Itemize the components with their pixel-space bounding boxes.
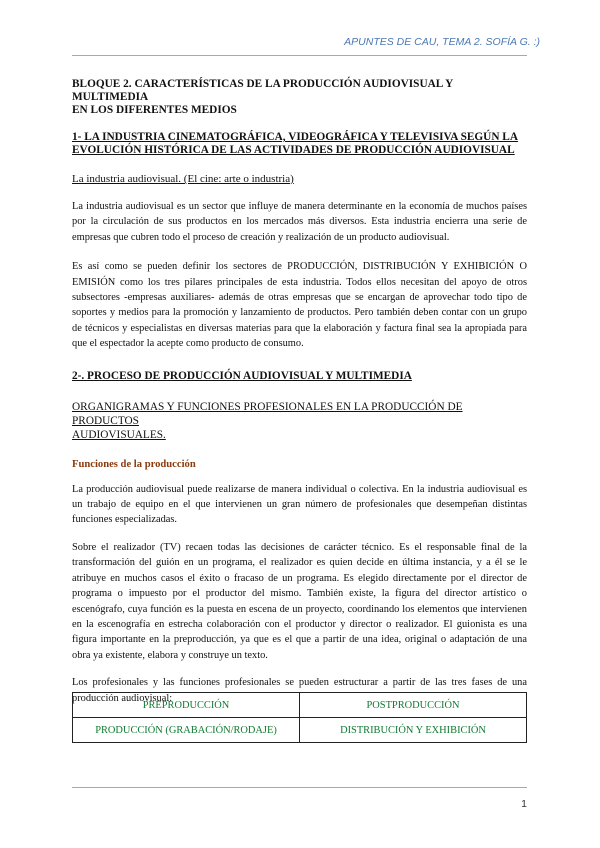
- phase-cell-produccion: PRODUCCIÓN (GRABACIÓN/RODAJE): [73, 718, 300, 743]
- paragraph-industria: La industria audiovisual es un sector que influye de manera determinante en la economía de muchos países por la circulación de sus productos en los mercados más diversos. Esta industria encierra una serie de empresas que cubren todo el proceso de creación y realización de un producto audiovisual.: [72, 201, 527, 243]
- bloque-title-line2: EN LOS DIFERENTES MEDIOS: [72, 104, 237, 116]
- table-row: [73, 693, 527, 718]
- section1-heading: [72, 131, 527, 157]
- running-header: APUNTES DE CAU, TEMA 2. SOFÍA G. :): [344, 36, 540, 48]
- bloque-title-line1: BLOQUE 2. CARACTERÍSTICAS DE LA PRODUCCIÓN AUDIOVISUAL Y MULTIMEDIA: [72, 78, 453, 103]
- organigramas-heading-line1: ORGANIGRAMAS Y FUNCIONES PROFESIONALES EN LA PRODUCCIÓN DE PRODUCTOS: [72, 400, 463, 427]
- organigramas-heading-line2: AUDIOVISUALES.: [72, 428, 166, 441]
- industria-subheading: La industria audiovisual. (El cine: arte o industria): [72, 173, 294, 185]
- paragraph-produccion: La producción audiovisual puede realizarse de manera individual o colectiva. En la industria audiovisual es un trabajo de equipo en el que intervienen un gran número de profesionales que desempeñan distintas funciones especializadas.: [72, 483, 527, 526]
- funciones-heading: Funciones de la producción: [72, 458, 196, 470]
- section1-heading-line2: EVOLUCIÓN HISTÓRICA DE LAS ACTIVIDADES DE PRODUCCIÓN AUDIOVISUAL: [72, 144, 515, 156]
- organigramas-heading: [72, 400, 527, 442]
- phase-cell-postproduccion: POSTPRODUCCIÓN: [300, 693, 527, 718]
- header-rule: [72, 55, 527, 56]
- phase-cell-distribucion: DISTRIBUCIÓN Y EXHIBICIÓN: [300, 718, 527, 743]
- paragraph-sectores: Es así como se pueden definir los sectores de PRODUCCIÓN, DISTRIBUCIÓN Y EXHIBICIÓN O EMISIÓN como los tres pilares principales de esta industria. Todos ellos necesitan del apoyo de otros subsectores -empresas auxiliares- además de otras empresas que se encargan de aprovechar todo tipo de soportes y medios para la promoción y lanzamiento de productos. Pero también deben contar con un grupo de técnicos y especialistas en diversas materias para que la elaboración y factura final sea la apropiada para que el espectador la acepte como producto de consumo.: [72, 261, 527, 350]
- section2-heading: 2-. PROCESO DE PRODUCCIÓN AUDIOVISUAL Y MULTIMEDIA: [72, 369, 412, 382]
- section1-heading-line1: 1- LA INDUSTRIA CINEMATOGRÁFICA, VIDEOGRÁFICA Y TELEVISIVA SEGÚN LA: [72, 131, 519, 143]
- phase-cell-preproduccion: PREPRODUCCIÓN: [73, 693, 300, 718]
- page-number: 1: [521, 798, 527, 810]
- footer-rule: [72, 787, 527, 788]
- bloque-title: [72, 78, 527, 117]
- paragraph-fases: Los profesionales y las funciones profesionales se pueden estructurar a partir de las tres fases de una producción audiovisual:: [72, 677, 527, 704]
- phases-table: [72, 692, 527, 743]
- page-body: [72, 78, 527, 706]
- paragraph-realizador: Sobre el realizador (TV) recaen todas las decisiones de carácter técnico. Es el responsable final de la transformación del guión en un programa, el realizador es quien decide en última instancia, y a él se le atribuye en muchos casos el éxito o fracaso de un programa. Es elegido directamente por el director de programa o impuesto por el productor del mismo. También existe, la figura del director artístico o escenógrafo, cuya función es la puesta en escena de un proyecto, coordinando los elementos que intervienen en la escenografía en estrecha colaboración con el productor y director o realizador. El guionista es una figura importante en la preproducción, ya que es el que a partir de una idea, original o adaptación de una obra ya existente, elabora y construye un texto.: [72, 541, 527, 661]
- table-row: [73, 718, 527, 743]
